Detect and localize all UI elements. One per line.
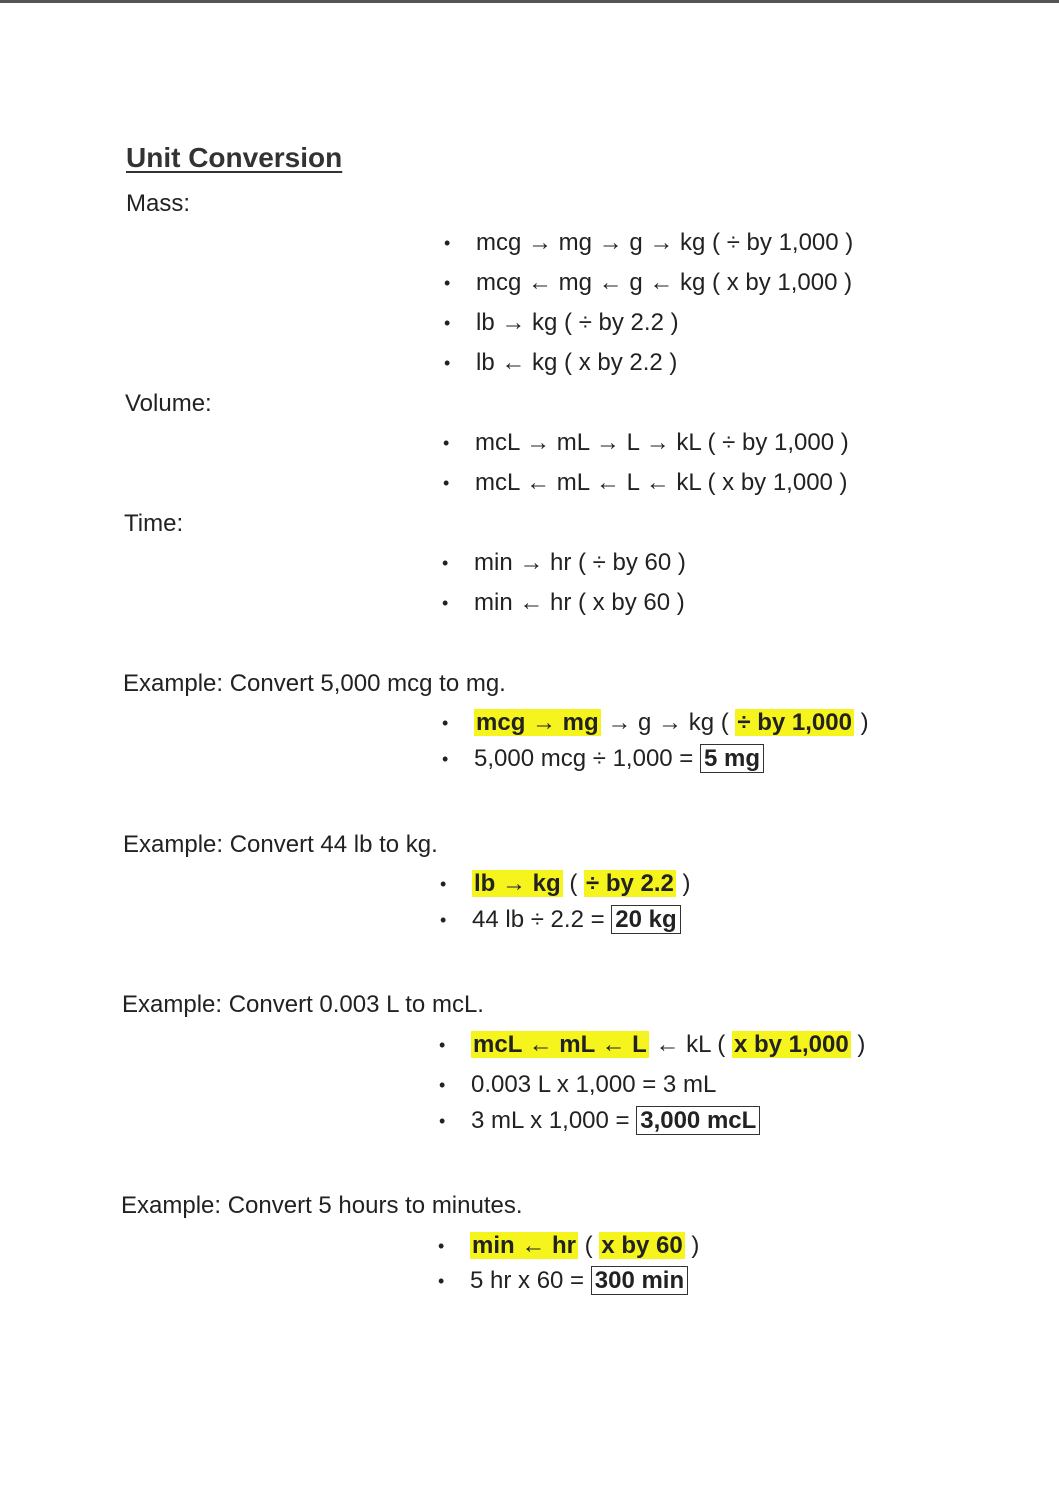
example-prompt: Example: Convert 0.003 L to mcL. <box>122 991 484 1018</box>
answer-box: 3,000 mcL <box>636 1106 760 1135</box>
example-step: • 5,000 mcg ÷ 1,000 = 5 mg <box>474 745 764 773</box>
bullet-icon: • <box>442 593 449 613</box>
example-step: • 44 lb ÷ 2.2 = 20 kg <box>472 906 681 934</box>
bullet-icon: • <box>439 1075 446 1095</box>
bullet-icon: • <box>438 1271 445 1291</box>
bullet-icon: • <box>438 1236 445 1256</box>
time-rule: • min → hr ( ÷ by 60 ) <box>442 549 686 576</box>
mass-rule: • mcg ← mg ← g ← kg ( x by 1,000 ) <box>444 269 853 296</box>
mass-rule: • lb ← kg ( x by 2.2 ) <box>444 349 678 376</box>
bullet-icon: • <box>444 233 451 253</box>
example-prompt: Example: Convert 5 hours to minutes. <box>121 1192 523 1219</box>
answer-box: 20 kg <box>611 905 680 934</box>
bullet-icon: • <box>443 473 450 493</box>
example-rule: • mcL ← mL ← L ← kL ( x by 1,000 ) <box>439 1031 866 1058</box>
bullet-icon: • <box>439 1035 446 1055</box>
answer-box: 5 mg <box>700 744 764 773</box>
bullet-icon: • <box>442 553 449 573</box>
volume-rule: • mcL → mL → L → kL ( ÷ by 1,000 ) <box>443 429 849 456</box>
example-rule: • min ← hr ( x by 60 ) <box>438 1232 700 1259</box>
bullet-icon: • <box>444 273 451 293</box>
bullet-icon: • <box>442 713 449 733</box>
bullet-icon: • <box>439 1111 446 1131</box>
page-top-edge <box>0 0 1059 3</box>
example-prompt: Example: Convert 44 lb to kg. <box>123 831 438 858</box>
example-step: • 5 hr x 60 = 300 min <box>470 1267 688 1295</box>
bullet-icon: • <box>444 313 451 333</box>
volume-rule: • mcL ← mL ← L ← kL ( x by 1,000 ) <box>443 469 848 496</box>
example-rule: • mcg → mg → g → kg ( ÷ by 1,000 ) <box>442 709 869 736</box>
time-label: Time: <box>124 510 184 537</box>
bullet-icon: • <box>440 874 447 894</box>
answer-box: 300 min <box>591 1266 688 1295</box>
page-title: Unit Conversion <box>126 142 343 173</box>
bullet-icon: • <box>443 433 450 453</box>
mass-rule: • lb → kg ( ÷ by 2.2 ) <box>444 309 679 336</box>
mass-label: Mass: <box>126 190 191 217</box>
example-step: • 0.003 L x 1,000 = 3 mL <box>439 1071 717 1098</box>
mass-rule: • mcg → mg → g → kg ( ÷ by 1,000 ) <box>444 229 854 256</box>
time-rule: • min ← hr ( x by 60 ) <box>442 589 685 616</box>
example-rule: • lb → kg ( ÷ by 2.2 ) <box>440 870 691 897</box>
bullet-icon: • <box>444 353 451 373</box>
example-prompt: Example: Convert 5,000 mcg to mg. <box>123 670 506 697</box>
bullet-icon: • <box>442 749 449 769</box>
bullet-icon: • <box>440 910 447 930</box>
example-step: • 3 mL x 1,000 = 3,000 mcL <box>471 1107 760 1135</box>
volume-label: Volume: <box>125 390 212 417</box>
